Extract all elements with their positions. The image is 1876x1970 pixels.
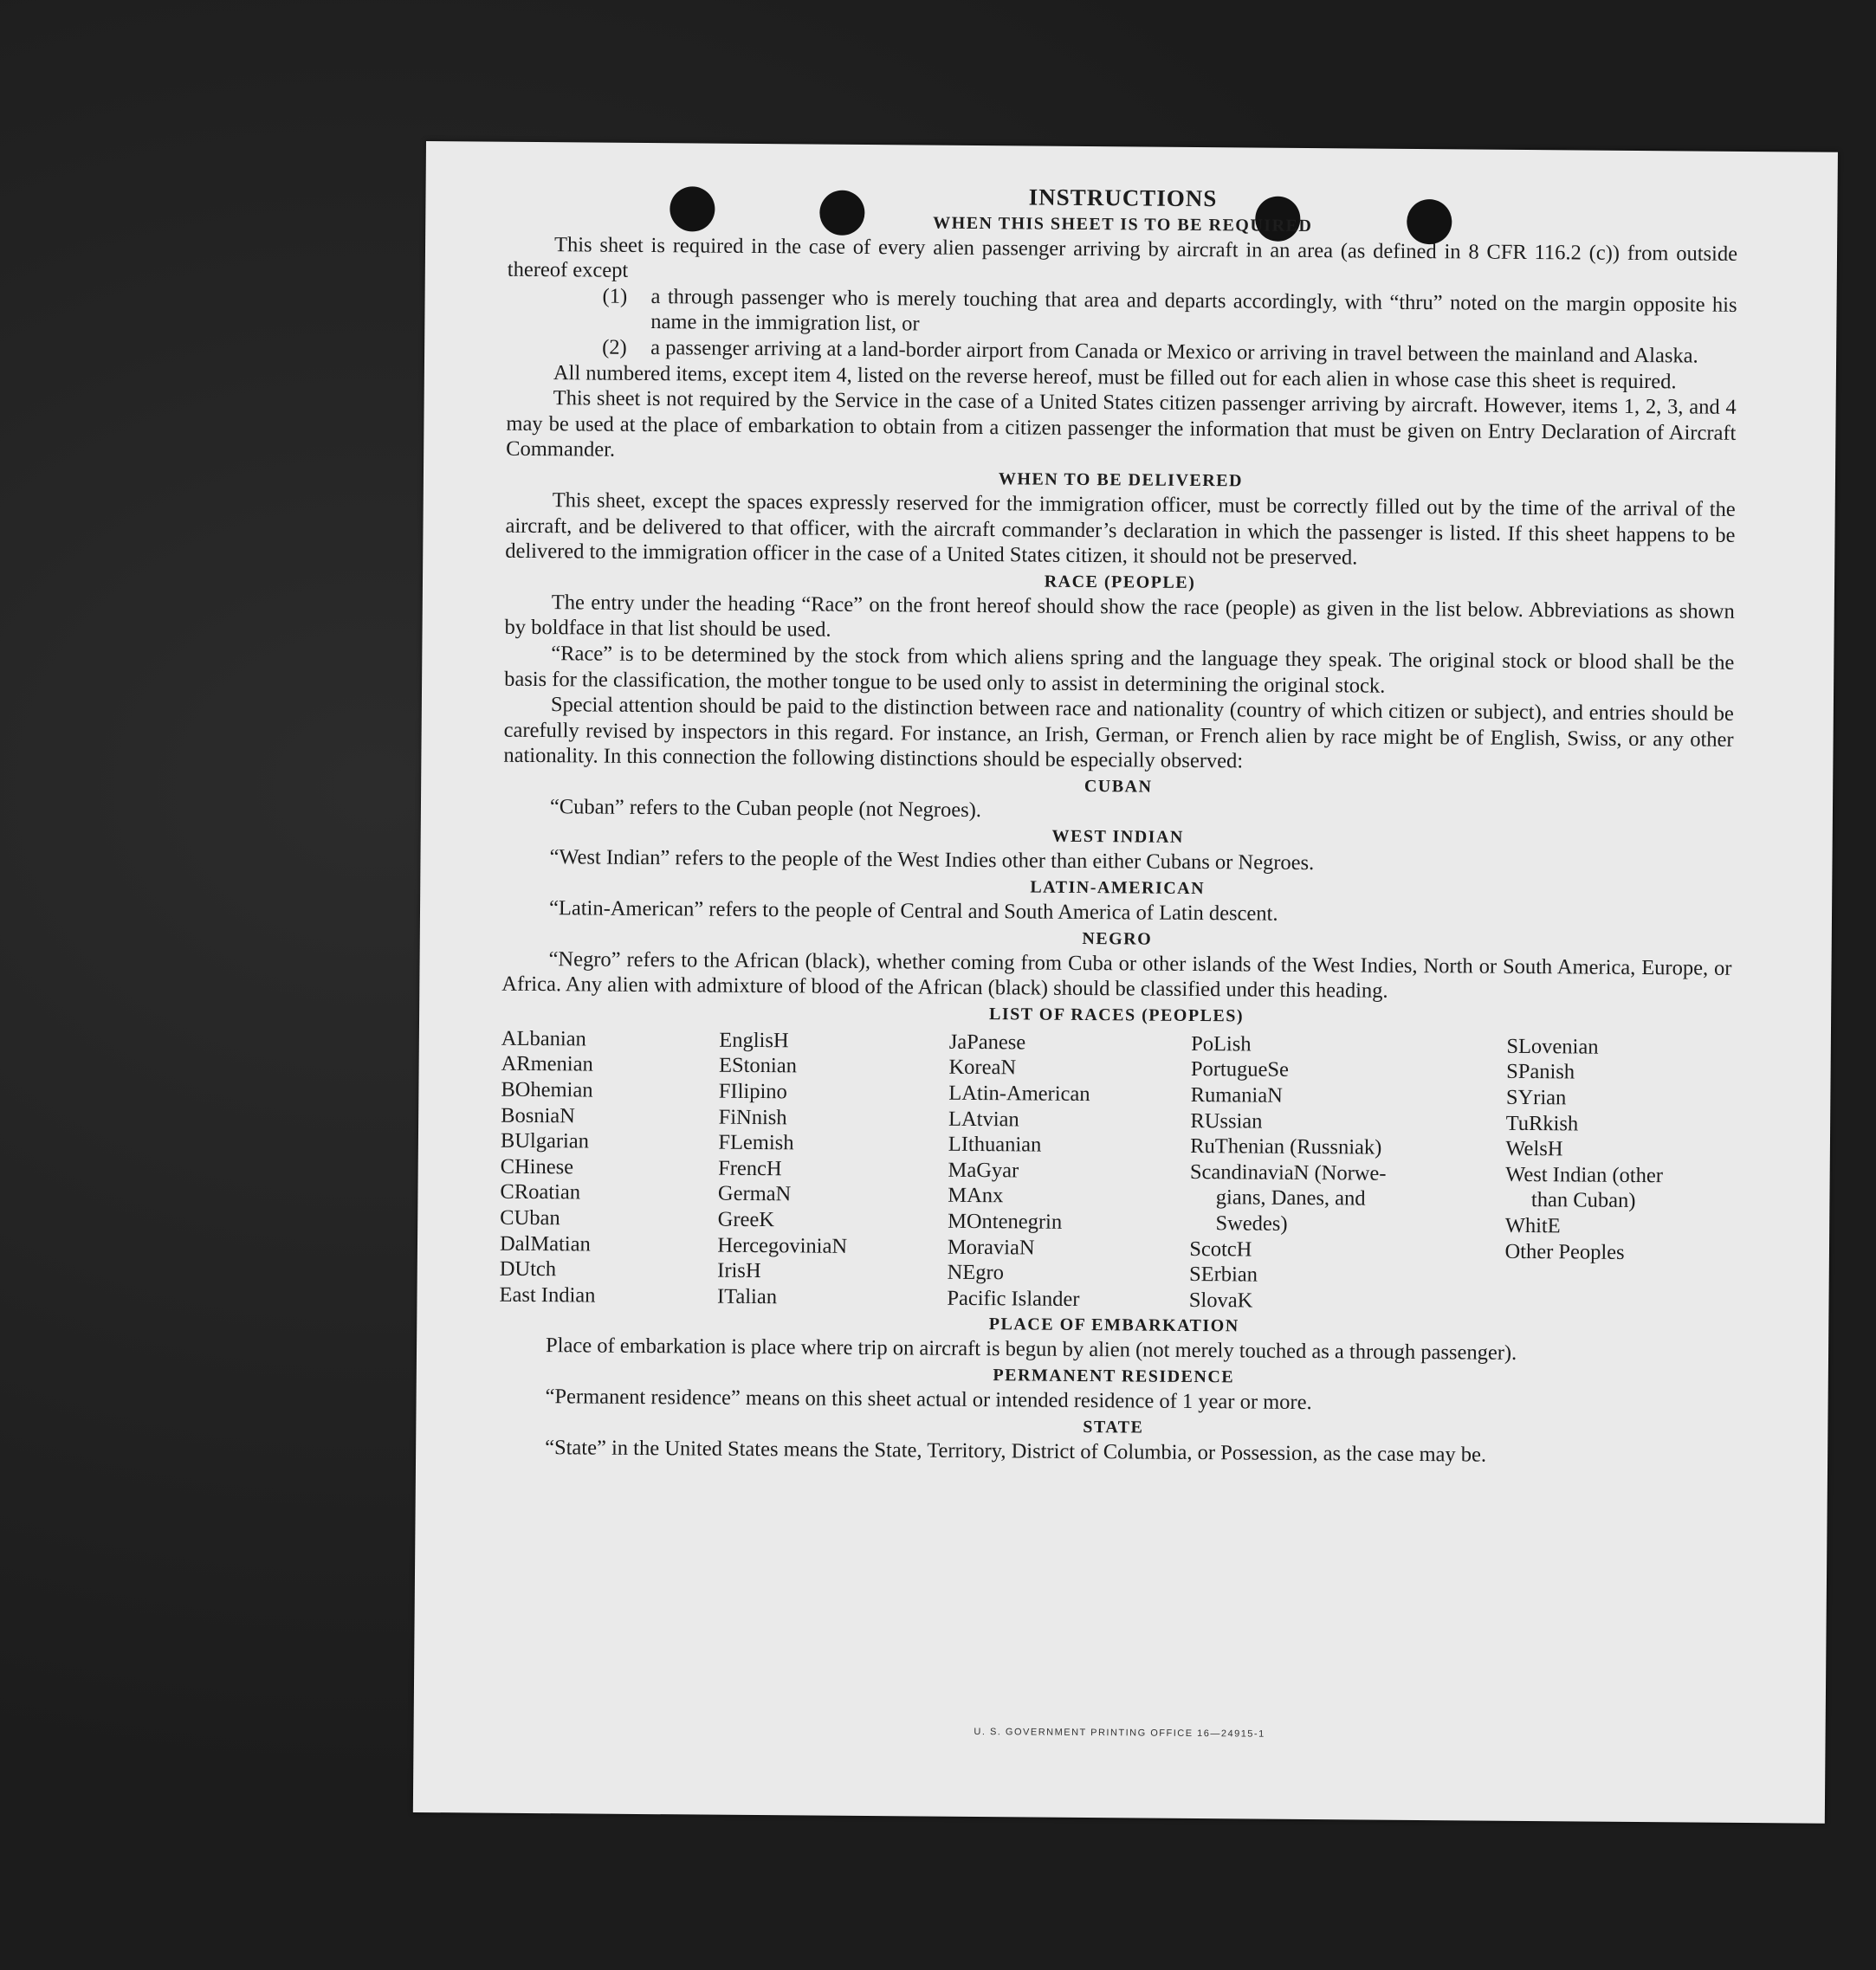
paragraph: “Permanent residence” means on this sheet actual or intended residence of 1 year or more.: [545, 1385, 1312, 1415]
race-item: Pacific Islander: [947, 1286, 1080, 1311]
paragraph: “Latin-American” refers to the people of Central and South America of Latin descent.: [548, 896, 1278, 926]
race-item: East Indian: [499, 1282, 596, 1308]
race-item: BOhemian: [501, 1077, 593, 1102]
race-item: DUtch: [499, 1256, 557, 1282]
race-item: CHinese: [500, 1154, 574, 1179]
race-item: RUssian: [1190, 1108, 1263, 1134]
race-item: WelsH: [1505, 1137, 1563, 1161]
race-item: IrisH: [717, 1258, 761, 1283]
race-item: SLovenian: [1506, 1034, 1599, 1059]
races-column: [1189, 1031, 1507, 1315]
race-item: NEgro: [947, 1260, 1005, 1285]
race-item: MaGyar: [948, 1158, 1019, 1183]
instruction-sheet: [413, 141, 1838, 1824]
races-column: [947, 1030, 1191, 1314]
race-item-continued: gians, Danes, and: [1215, 1185, 1366, 1211]
race-item: EnglisH: [719, 1028, 789, 1053]
paragraph: Special attention should be paid to the distinction between race and nationality (country of which citizen or subject), and entries should be carefully revised by inspectors in this regard. For instance, an Irish, German, or French alien by race might be of English, Swiss, or any other nationality. In this connection the following distinctions should be especially observed:: [503, 693, 1734, 773]
race-item: SPanish: [1506, 1060, 1575, 1084]
races-column: [499, 1026, 719, 1309]
race-item: RuThenian (Russniak): [1190, 1134, 1382, 1159]
race-item: KoreaN: [948, 1056, 1017, 1080]
race-item: FrencH: [718, 1156, 782, 1181]
section-heading: WHEN TO BE DELIVERED: [998, 469, 1244, 491]
section-heading: WHEN THIS SHEET IS TO BE REQUIRED: [933, 213, 1313, 236]
races-list: [499, 1026, 1731, 1318]
section-heading: CUBAN: [1084, 776, 1153, 797]
section-heading: LATIN-AMERICAN: [1030, 877, 1206, 899]
section-heading: PERMANENT RESIDENCE: [993, 1366, 1235, 1387]
printer-imprint: U. S. GOVERNMENT PRINTING OFFICE 16—24915-1: [974, 1727, 1265, 1740]
races-column: [1504, 1034, 1731, 1318]
list-item: [507, 283, 1737, 344]
paragraph: “State” in the United States means the State, Territory, District of Columbia, or Possession, as the case may be.: [545, 1435, 1487, 1467]
race-item: ITalian: [716, 1284, 778, 1309]
paragraph: The entry under the heading “Race” on the front hereof should show the race (people) as given in the list below. Abbreviations as shown by boldface in that list should be used.: [504, 590, 1735, 643]
race-item: Other Peoples: [1504, 1239, 1625, 1264]
race-item-continued: than Cuban): [1530, 1188, 1636, 1213]
race-item: GermaN: [717, 1182, 792, 1206]
race-item-continued: Swedes): [1215, 1211, 1288, 1236]
race-item: PoLish: [1191, 1031, 1252, 1056]
race-item: SYrian: [1505, 1085, 1567, 1110]
section-heading: STATE: [1083, 1417, 1144, 1437]
race-item: ALbanian: [501, 1026, 586, 1051]
race-item: BosniaN: [501, 1103, 576, 1128]
race-item: FiNnish: [718, 1105, 787, 1129]
paragraph: Place of embarkation is place where trip on aircraft is begun by alien (not merely touched as a through passenger).: [545, 1334, 1517, 1366]
race-item: MOntenegrin: [948, 1209, 1063, 1234]
race-item: JaPanese: [948, 1030, 1026, 1055]
item-number: (2): [602, 335, 627, 359]
race-item: GreeK: [717, 1207, 775, 1232]
race-item: West Indian (other: [1505, 1162, 1664, 1188]
race-item: LAtin-American: [948, 1081, 1090, 1107]
race-item: RumaniaN: [1190, 1082, 1283, 1108]
race-item: ARmenian: [501, 1052, 593, 1076]
paragraph: “Race” is to be determined by the stock from which aliens spring and the language they speak. The original stock or blood shall be the basis for the classification, the mother tongue to be used only to assist in determining the original stock.: [504, 642, 1735, 698]
race-item: WhitE: [1504, 1213, 1561, 1238]
page-title: INSTRUCTIONS: [1028, 184, 1218, 212]
section-heading: PLACE OF EMBARKATION: [988, 1314, 1239, 1336]
paragraph: “Cuban” refers to the Cuban people (not Negroes).: [549, 795, 982, 822]
race-item: SlovaK: [1188, 1288, 1253, 1313]
races-column: [717, 1028, 949, 1312]
race-item: LAtvian: [948, 1107, 1019, 1132]
section-heading: NEGRO: [1082, 928, 1153, 949]
race-item: CRoatian: [500, 1180, 581, 1205]
races-heading: LIST OF RACES (PEOPLES): [989, 1004, 1245, 1026]
paragraph: This sheet, except the spaces expressly reserved for the immigration officer, must be correctly filled out by the time of the arrival of the aircraft, and be delivered to that officer, with the aircraft commander’s declaration in which the passenger is listed. If this sheet happens to be delivered to the immigration officer in the case of a United States citizen, it should not be preserved.: [505, 488, 1736, 570]
race-item: MoraviaN: [947, 1235, 1035, 1260]
paragraph: This sheet is not required by the Service in the case of a United States citizen passenger arriving by aircraft. However, items 1, 2, 3, and 4 may be used at the place of embarkation to obtain from a citizen passenger the information that must be given on Entry Declaration of Aircraft Commander.: [506, 386, 1737, 462]
item-number: (1): [602, 284, 628, 308]
race-item: FLemish: [718, 1130, 794, 1155]
paragraph: “Negro” refers to the African (black), whether coming from Cuba or other islands of the West Indies, North or South America, Europe, or Africa. Any alien with admixture of blood of the African (black) should be classified under this heading.: [501, 946, 1732, 1004]
sheet-content: [498, 181, 1738, 1469]
item-text: a passenger arriving at a land-border airport from Canada or Mexico or arriving in travel between the mainland and Alaska.: [650, 336, 1698, 368]
race-item: CUban: [500, 1205, 560, 1230]
race-item: ScotcH: [1189, 1237, 1252, 1262]
race-item: BUlgarian: [500, 1128, 590, 1153]
race-item: LIthuanian: [948, 1132, 1042, 1157]
race-item: SErbian: [1188, 1263, 1258, 1287]
paragraph: All numbered items, except item 4, listed on the reverse hereof, must be filled out for each alien in whose case this sheet is required.: [553, 360, 1677, 393]
race-item: EStonian: [718, 1054, 798, 1078]
race-item: MAnx: [948, 1184, 1004, 1208]
paragraph: This sheet is required in the case of every alien passenger arriving by aircraft in an area (as defined in 8 CFR 116.2 (c)) from outside thereof except: [507, 232, 1738, 283]
item-text: a through passenger who is merely touching that area and departs accordingly, with “thru” noted on the margin opposite his name in the immigration list, or: [650, 284, 1737, 336]
section-heading: WEST INDIAN: [1051, 827, 1184, 848]
paragraph: “West Indian” refers to the people of the West Indies other than either Cubans or Negroes.: [549, 845, 1315, 875]
section-heading: RACE (PEOPLE): [1044, 572, 1196, 592]
race-item: DalMatian: [499, 1231, 591, 1256]
race-item: HercegoviniaN: [717, 1233, 848, 1258]
race-item: FIlipino: [718, 1079, 787, 1104]
race-item: PortugueSe: [1190, 1057, 1289, 1082]
race-item: ScandinaviaN (Norwe-: [1189, 1159, 1387, 1185]
race-item: TuRkish: [1505, 1111, 1579, 1136]
